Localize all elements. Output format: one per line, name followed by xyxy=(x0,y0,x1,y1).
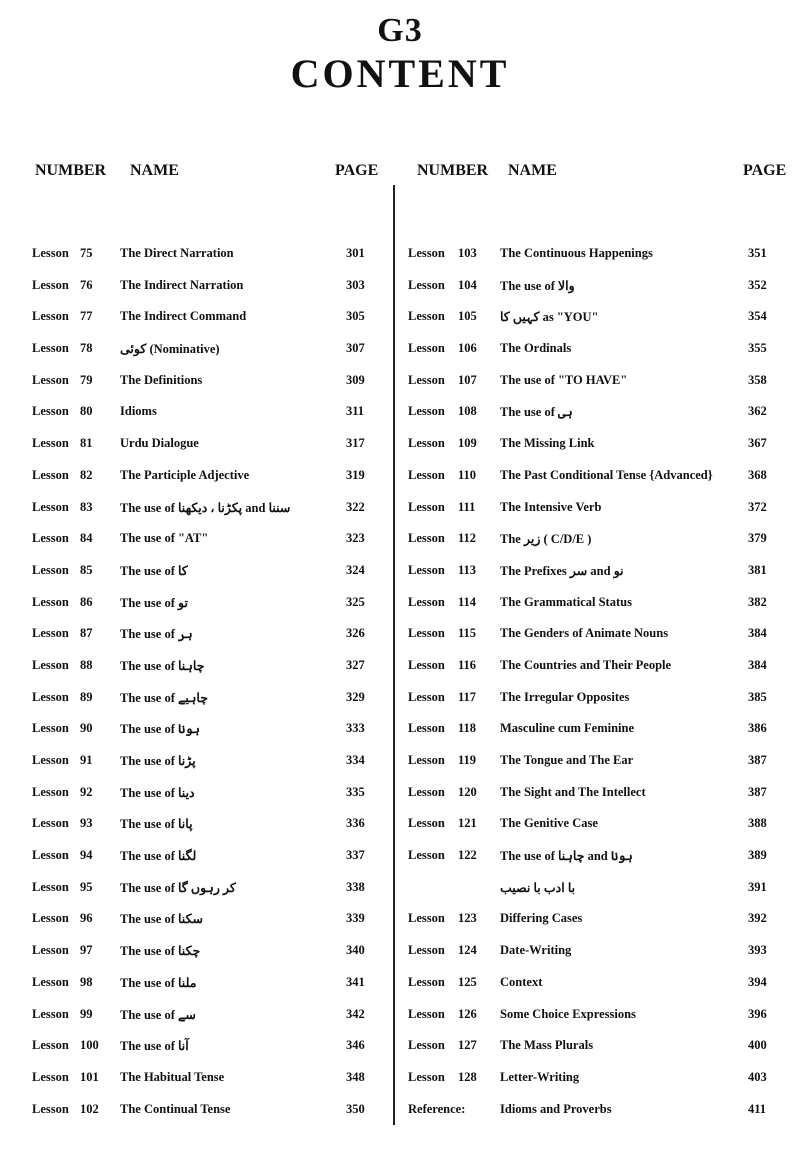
toc-page-number: 379 xyxy=(748,531,767,546)
toc-row xyxy=(398,396,793,428)
toc-page-number: 319 xyxy=(346,467,365,482)
contents-column-right xyxy=(398,238,793,1125)
toc-row xyxy=(398,1030,793,1062)
toc-lesson-label: Lesson xyxy=(408,689,445,704)
toc-lesson-label: Lesson xyxy=(408,848,445,863)
toc-lesson-label: Lesson xyxy=(408,467,445,482)
toc-lesson-number: 103 xyxy=(458,246,477,260)
toc-lesson-label: Reference: xyxy=(408,1101,466,1116)
toc-row xyxy=(0,587,395,619)
toc-lesson-number: 76 xyxy=(80,277,93,292)
toc-lesson-label: Lesson xyxy=(408,562,445,577)
toc-lesson-number: 116 xyxy=(458,657,477,672)
toc-lesson-label: Lesson xyxy=(32,848,69,863)
toc-lesson-label: Lesson xyxy=(408,753,445,767)
toc-lesson-name: The Continuous Happenings xyxy=(500,246,653,260)
toc-lesson-label: Lesson xyxy=(32,594,69,609)
toc-lesson-name: Some Choice Expressions xyxy=(500,1006,636,1021)
toc-lesson-number: 94 xyxy=(80,848,93,863)
toc-row xyxy=(0,238,395,270)
toc-lesson-name: Urdu Dialogue xyxy=(120,436,199,451)
toc-lesson-number: 99 xyxy=(80,1006,93,1021)
toc-page-number: 342 xyxy=(346,1006,365,1021)
toc-lesson-name: The use of چاہنا and ہونا xyxy=(500,849,633,864)
toc-lesson-name: The use of ہر xyxy=(120,627,193,642)
toc-row xyxy=(398,777,793,809)
page-title: CONTENT xyxy=(290,51,510,96)
toc-page-number: 348 xyxy=(346,1069,365,1084)
toc-lesson-label: Lesson xyxy=(408,1069,445,1084)
toc-page-number: 341 xyxy=(346,974,365,989)
toc-page-number: 305 xyxy=(346,309,365,324)
toc-lesson-number: 128 xyxy=(458,1069,477,1084)
toc-lesson-label: Lesson xyxy=(32,1038,69,1053)
toc-lesson-name: The Intensive Verb xyxy=(500,499,602,514)
toc-lesson-name: The use of سکنا xyxy=(120,912,203,927)
toc-row xyxy=(398,1094,793,1126)
toc-page-number: 336 xyxy=(346,816,365,831)
toc-page-number: 358 xyxy=(748,372,767,387)
toc-lesson-number: 114 xyxy=(458,594,477,609)
toc-row xyxy=(398,682,793,714)
toc-lesson-number: 79 xyxy=(80,372,93,387)
toc-page-number: 389 xyxy=(748,848,767,863)
toc-page-number: 391 xyxy=(748,879,767,894)
toc-lesson-name: The use of چکنا xyxy=(120,944,201,959)
header-name-right: NAME xyxy=(508,162,557,179)
toc-lesson-number: 77 xyxy=(80,309,93,324)
toc-page-number: 385 xyxy=(748,689,767,704)
toc-row xyxy=(398,587,793,619)
toc-lesson-number: 117 xyxy=(458,689,477,704)
toc-lesson-label: Lesson xyxy=(32,246,69,260)
toc-lesson-number: 90 xyxy=(80,721,93,736)
toc-row xyxy=(398,365,793,397)
toc-row xyxy=(398,999,793,1031)
toc-lesson-number: 111 xyxy=(458,499,476,514)
toc-lesson-label: Lesson xyxy=(32,974,69,989)
toc-lesson-name: The Habitual Tense xyxy=(120,1069,225,1084)
toc-lesson-label: Lesson xyxy=(408,309,445,324)
toc-row xyxy=(398,1062,793,1094)
toc-page-number: 311 xyxy=(346,404,365,419)
toc-row xyxy=(398,840,793,872)
toc-lesson-number: 91 xyxy=(80,753,93,767)
toc-page-number: 362 xyxy=(748,404,767,419)
toc-lesson-number: 113 xyxy=(458,562,477,577)
toc-page-number: 355 xyxy=(748,341,767,356)
toc-page-number: 368 xyxy=(748,467,767,482)
toc-row xyxy=(398,333,793,365)
toc-lesson-label: Lesson xyxy=(32,626,69,641)
toc-lesson-number: 127 xyxy=(458,1038,477,1053)
toc-lesson-number: 93 xyxy=(80,816,93,831)
toc-lesson-number: 81 xyxy=(80,436,93,451)
toc-row xyxy=(398,428,793,460)
toc-page-number: 381 xyxy=(748,562,767,577)
toc-row xyxy=(0,682,395,714)
toc-lesson-label: Lesson xyxy=(32,467,69,482)
toc-page-number: 367 xyxy=(748,436,767,451)
toc-page-number: 382 xyxy=(748,594,767,609)
toc-page-number: 350 xyxy=(346,1101,365,1116)
toc-row xyxy=(398,238,793,270)
toc-lesson-name: The use of ہی xyxy=(500,405,573,420)
toc-lesson-label: Lesson xyxy=(32,784,69,799)
toc-lesson-number: 112 xyxy=(458,531,477,546)
toc-lesson-name: The Missing Link xyxy=(500,436,595,451)
toc-lesson-label: Lesson xyxy=(32,753,69,767)
toc-lesson-name: The Tongue and The Ear xyxy=(500,753,634,767)
toc-lesson-name: The use of ہونا xyxy=(120,722,200,737)
toc-row xyxy=(0,460,395,492)
toc-row xyxy=(398,967,793,999)
toc-lesson-number: 97 xyxy=(80,943,93,958)
toc-row xyxy=(0,745,395,777)
toc-lesson-name: The Continual Tense xyxy=(120,1101,231,1116)
toc-lesson-name: The use of چاہیے xyxy=(120,690,208,705)
toc-lesson-number: 89 xyxy=(80,689,93,704)
toc-lesson-number: 118 xyxy=(458,721,477,736)
toc-lesson-name: Differing Cases xyxy=(500,911,583,926)
toc-row xyxy=(398,523,793,555)
toc-page-number: 352 xyxy=(748,277,767,292)
toc-page-number: 403 xyxy=(748,1069,767,1084)
toc-lesson-number: 123 xyxy=(458,911,477,926)
toc-row xyxy=(0,935,395,967)
toc-lesson-name: Masculine cum Feminine xyxy=(500,721,635,736)
toc-row xyxy=(0,840,395,872)
toc-lesson-label: Lesson xyxy=(32,436,69,451)
toc-lesson-label: Lesson xyxy=(408,626,445,641)
toc-row xyxy=(0,492,395,524)
toc-lesson-name: The Definitions xyxy=(120,372,203,387)
toc-lesson-number: 122 xyxy=(458,848,477,863)
toc-page-number: 386 xyxy=(748,721,767,736)
toc-page-number: 309 xyxy=(346,372,365,387)
toc-lesson-name: The زیر ( C/D/E ) xyxy=(500,532,592,547)
toc-row xyxy=(0,555,395,587)
toc-page-number: 388 xyxy=(748,816,767,831)
toc-row xyxy=(398,460,793,492)
toc-lesson-number: 119 xyxy=(458,753,477,767)
toc-page-number: 307 xyxy=(346,341,365,356)
toc-row xyxy=(0,872,395,904)
toc-lesson-label: Lesson xyxy=(32,879,69,894)
toc-lesson-number: 85 xyxy=(80,562,93,577)
header-page-right: PAGE xyxy=(743,162,787,179)
toc-lesson-name: The Countries and Their People xyxy=(500,657,672,672)
toc-lesson-label: Lesson xyxy=(408,246,445,260)
toc-row xyxy=(0,903,395,935)
toc-lesson-name: The Grammatical Status xyxy=(500,594,632,609)
toc-row xyxy=(0,428,395,460)
toc-page-number: 301 xyxy=(346,246,365,260)
toc-lesson-name: The Indirect Command xyxy=(120,309,247,324)
toc-lesson-label: Lesson xyxy=(32,341,69,356)
toc-page-number: 340 xyxy=(346,943,365,958)
toc-row xyxy=(0,808,395,840)
toc-lesson-number: 104 xyxy=(458,277,477,292)
toc-lesson-name: The use of "TO HAVE" xyxy=(500,372,628,387)
toc-lesson-name: The Past Conditional Tense {Advanced} xyxy=(500,467,713,482)
toc-lesson-name: The Genders of Animate Nouns xyxy=(500,626,669,641)
toc-lesson-name: The Sight and The Intellect xyxy=(500,784,646,799)
toc-lesson-name: The Ordinals xyxy=(500,341,572,356)
toc-lesson-number: 125 xyxy=(458,974,477,989)
toc-lesson-name: The use of لگنا xyxy=(120,849,197,864)
toc-page-number: 335 xyxy=(346,784,365,799)
toc-lesson-name: The use of پکڑنا ، دیکھنا and سننا xyxy=(120,500,291,515)
toc-row xyxy=(0,1030,395,1062)
toc-lesson-name: کہیں کا as "YOU" xyxy=(500,310,599,325)
toc-lesson-name: Context xyxy=(500,974,543,989)
toc-lesson-name: The use of تو xyxy=(120,595,188,610)
toc-page-number: 322 xyxy=(346,499,365,514)
toc-page-number: 333 xyxy=(346,721,365,736)
toc-lesson-name: The use of سے xyxy=(120,1007,196,1022)
toc-lesson-label: Lesson xyxy=(408,911,445,926)
toc-lesson-number: 78 xyxy=(80,341,93,356)
toc-lesson-label: Lesson xyxy=(408,531,445,546)
toc-row xyxy=(398,270,793,302)
toc-lesson-number: 83 xyxy=(80,499,93,514)
toc-lesson-name: The Direct Narration xyxy=(120,246,234,260)
toc-lesson-label: Lesson xyxy=(408,974,445,989)
toc-lesson-label: Lesson xyxy=(408,594,445,609)
toc-lesson-name: The use of دینا xyxy=(120,785,195,800)
toc-page-number: 337 xyxy=(346,848,365,863)
toc-lesson-label: Lesson xyxy=(32,657,69,672)
toc-page-number: 387 xyxy=(748,784,767,799)
toc-lesson-label: Lesson xyxy=(32,943,69,958)
toc-page-number: 384 xyxy=(748,626,767,641)
header-page-left: PAGE xyxy=(335,162,379,179)
toc-lesson-label: Lesson xyxy=(408,436,445,451)
toc-row xyxy=(0,650,395,682)
toc-page-number: 329 xyxy=(346,689,365,704)
toc-lesson-name: The use of پانا xyxy=(120,817,193,832)
toc-lesson-label: Lesson xyxy=(32,499,69,514)
toc-lesson-label: Lesson xyxy=(32,372,69,387)
toc-page-number: 354 xyxy=(748,309,767,324)
toc-lesson-name: The use of "AT" xyxy=(120,531,209,546)
toc-row xyxy=(0,523,395,555)
toc-page-number: 317 xyxy=(346,436,365,451)
contents-column-left xyxy=(0,238,395,1125)
toc-page-number: 387 xyxy=(748,753,767,767)
toc-page-number: 393 xyxy=(748,943,767,958)
toc-lesson-number: 120 xyxy=(458,784,477,799)
toc-lesson-number: 95 xyxy=(80,879,93,894)
toc-lesson-label: Lesson xyxy=(408,816,445,831)
toc-page-number: 323 xyxy=(346,531,365,546)
toc-lesson-name: The use of کر رہوں گا xyxy=(120,880,236,895)
toc-row xyxy=(0,1062,395,1094)
toc-page-number: 384 xyxy=(748,657,767,672)
header-number-right: NUMBER xyxy=(417,162,489,179)
toc-lesson-name: The use of پڑنا xyxy=(120,754,196,768)
document-code: G3 xyxy=(377,12,423,49)
toc-lesson-number: 110 xyxy=(458,467,477,482)
toc-lesson-label: Lesson xyxy=(32,309,69,324)
toc-page-number: 351 xyxy=(748,246,767,260)
toc-lesson-label: Lesson xyxy=(408,404,445,419)
toc-page-number: 334 xyxy=(346,753,365,767)
toc-lesson-number: 109 xyxy=(458,436,477,451)
toc-lesson-name: The use of آنا xyxy=(120,1039,189,1054)
toc-page-number: 346 xyxy=(346,1038,365,1053)
toc-lesson-label: Lesson xyxy=(408,1038,445,1053)
toc-lesson-name: Idioms and Proverbs xyxy=(500,1101,612,1116)
toc-row xyxy=(398,935,793,967)
toc-row xyxy=(398,301,793,333)
toc-lesson-label: Lesson xyxy=(32,721,69,736)
toc-row xyxy=(398,808,793,840)
toc-page-number: 411 xyxy=(748,1101,767,1116)
toc-row xyxy=(0,365,395,397)
toc-lesson-label: Lesson xyxy=(408,499,445,514)
toc-lesson-name: با ادب با نصیب xyxy=(500,880,576,895)
toc-lesson-number: 108 xyxy=(458,404,477,419)
toc-row xyxy=(398,745,793,777)
toc-row xyxy=(398,713,793,745)
toc-lesson-number: 101 xyxy=(80,1069,99,1084)
toc-lesson-number: 100 xyxy=(80,1038,99,1053)
toc-row xyxy=(398,492,793,524)
toc-page-number: 394 xyxy=(748,974,767,989)
toc-lesson-label: Lesson xyxy=(32,1069,69,1084)
toc-lesson-name: The use of والا xyxy=(500,278,575,293)
toc-lesson-number: 82 xyxy=(80,467,93,482)
toc-lesson-number: 86 xyxy=(80,594,93,609)
toc-lesson-number: 121 xyxy=(458,816,477,831)
toc-lesson-number: 107 xyxy=(458,372,477,387)
toc-lesson-name: The Participle Adjective xyxy=(120,467,250,482)
toc-page-number: 325 xyxy=(346,594,365,609)
toc-lesson-name: Date-Writing xyxy=(500,943,572,958)
toc-row xyxy=(0,967,395,999)
toc-lesson-number: 124 xyxy=(458,943,477,958)
toc-row xyxy=(0,270,395,302)
toc-lesson-label: Lesson xyxy=(408,657,445,672)
toc-lesson-number: 88 xyxy=(80,657,93,672)
toc-row xyxy=(0,333,395,365)
toc-lesson-label: Lesson xyxy=(32,531,69,546)
toc-lesson-name: کوئی (Nominative) xyxy=(120,342,220,357)
toc-page-number: 372 xyxy=(748,499,767,514)
toc-lesson-name: The use of چاہنا xyxy=(120,658,205,673)
toc-lesson-name: The Indirect Narration xyxy=(120,277,244,292)
toc-lesson-number: 80 xyxy=(80,404,93,419)
toc-page-number: 392 xyxy=(748,911,767,926)
toc-page-number: 338 xyxy=(346,879,365,894)
toc-row xyxy=(0,301,395,333)
toc-lesson-number: 92 xyxy=(80,784,93,799)
toc-row xyxy=(0,618,395,650)
toc-lesson-name: The Genitive Case xyxy=(500,816,598,831)
header-number-left: NUMBER xyxy=(35,162,107,179)
toc-lesson-name: The Prefixes سر and نو xyxy=(500,563,624,578)
toc-lesson-label: Lesson xyxy=(32,1006,69,1021)
toc-lesson-name: The Mass Plurals xyxy=(500,1038,594,1053)
toc-row xyxy=(0,713,395,745)
toc-page-number: 303 xyxy=(346,277,365,292)
toc-row xyxy=(398,618,793,650)
toc-page-number: 326 xyxy=(346,626,365,641)
toc-lesson-label: Lesson xyxy=(408,341,445,356)
toc-row xyxy=(398,872,793,904)
toc-lesson-number: 126 xyxy=(458,1006,477,1021)
toc-row xyxy=(0,1094,395,1126)
toc-lesson-number: 105 xyxy=(458,309,477,324)
toc-lesson-label: Lesson xyxy=(408,721,445,736)
toc-lesson-number: 115 xyxy=(458,626,477,641)
toc-row xyxy=(398,903,793,935)
toc-page-number: 324 xyxy=(346,562,365,577)
toc-page-number: 327 xyxy=(346,657,365,672)
toc-row xyxy=(0,999,395,1031)
toc-lesson-label: Lesson xyxy=(32,911,69,926)
toc-lesson-name: The use of کا xyxy=(120,563,188,578)
toc-lesson-name: The use of ملنا xyxy=(120,975,197,990)
toc-lesson-label: Lesson xyxy=(32,1101,69,1116)
toc-lesson-label: Lesson xyxy=(32,404,69,419)
toc-lesson-label: Lesson xyxy=(408,372,445,387)
toc-page-number: 400 xyxy=(748,1038,767,1053)
toc-lesson-label: Lesson xyxy=(32,562,69,577)
toc-lesson-label: Lesson xyxy=(32,277,69,292)
toc-row xyxy=(0,396,395,428)
toc-lesson-label: Lesson xyxy=(32,816,69,831)
toc-lesson-label: Lesson xyxy=(408,1006,445,1021)
toc-lesson-label: Lesson xyxy=(408,784,445,799)
toc-lesson-label: Lesson xyxy=(32,689,69,704)
toc-lesson-label: Lesson xyxy=(408,943,445,958)
toc-lesson-number: 75 xyxy=(80,246,93,260)
toc-lesson-number: 84 xyxy=(80,531,93,546)
toc-lesson-number: 102 xyxy=(80,1101,99,1116)
toc-lesson-name: Idioms xyxy=(120,404,157,419)
toc-page-number: 396 xyxy=(748,1006,767,1021)
toc-row xyxy=(398,555,793,587)
toc-lesson-name: Letter-Writing xyxy=(500,1069,580,1084)
header-name-left: NAME xyxy=(130,162,179,179)
toc-page-number: 339 xyxy=(346,911,365,926)
toc-lesson-number: 106 xyxy=(458,341,477,356)
toc-lesson-name: The Irregular Opposites xyxy=(500,689,630,704)
toc-lesson-number: 96 xyxy=(80,911,93,926)
toc-row xyxy=(398,650,793,682)
toc-row xyxy=(0,777,395,809)
toc-lesson-label: Lesson xyxy=(408,277,445,292)
toc-lesson-number: 87 xyxy=(80,626,93,641)
toc-lesson-number: 98 xyxy=(80,974,93,989)
